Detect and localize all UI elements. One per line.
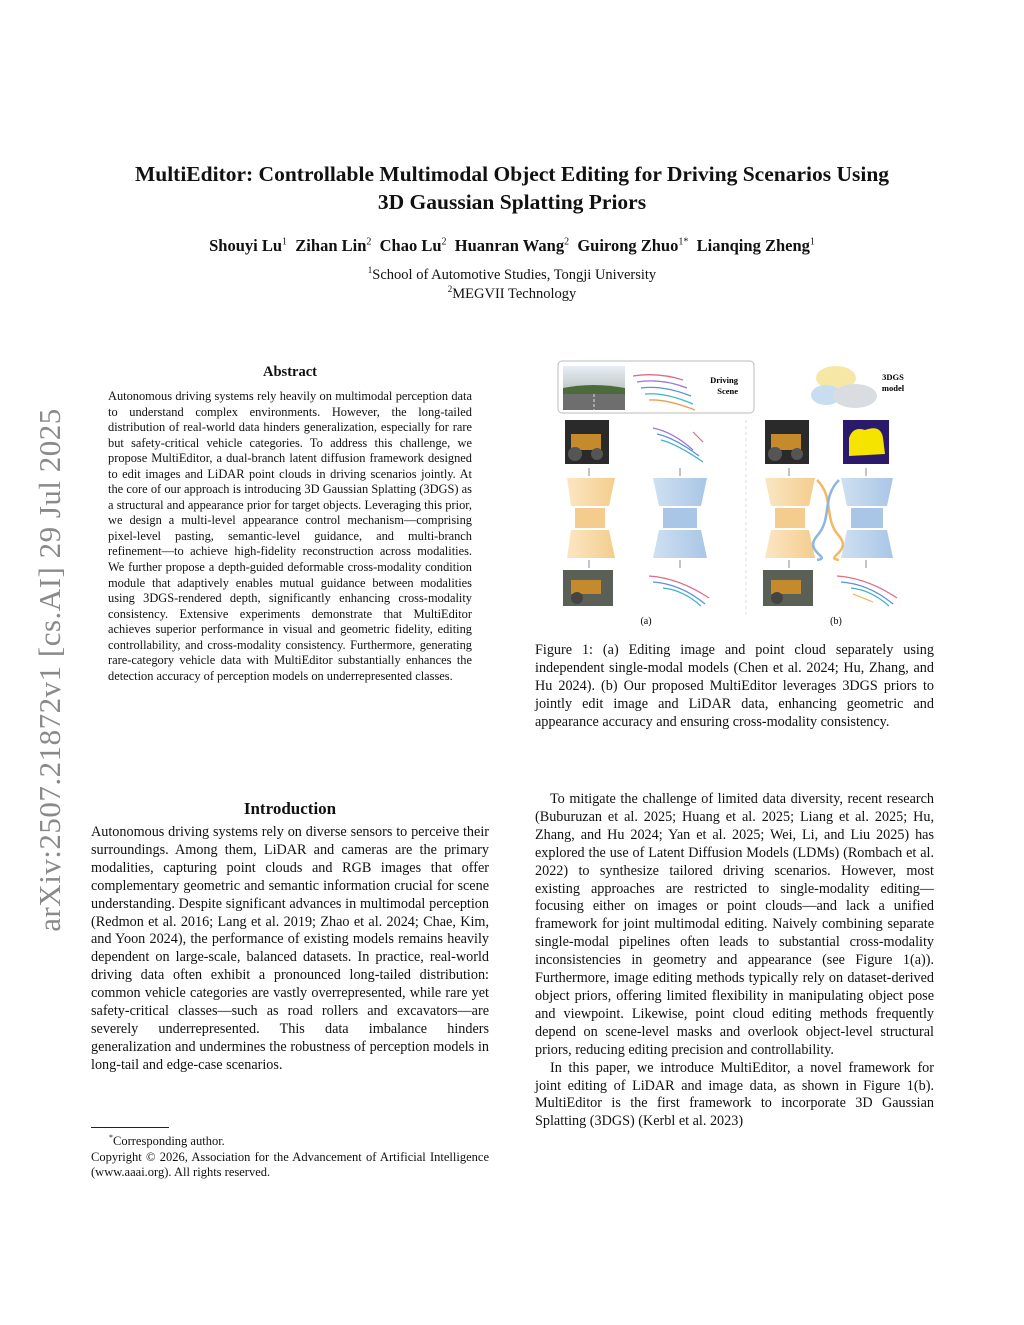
image-decoder-b <box>765 530 815 558</box>
paragraph: To mitigate the challenge of limited data diversity, recent research (Buburuzan et al. 2025; Huang et al. 2025; Liang et al. 2025; Hu, Zhang, and Hu 2024; Yan et al. 2025; Wei, Li, and Liu 2025) has explored the use of Latent Diffusion Models (LDMs) (Rombach et al. 2022) to synthesize tailored driving scenarios. However, most existing approaches are restricted to single-modality editing—focusing either on images or point clouds—and lack a unified framework for joint multimodal editing. Naively combining separate single-modal pipelines often leads to substantial cross-modality inconsistencies in geometry and appearance (see Figure 1(a)). Furthermore, image editing methods typically rely on dataset-derived object priors, offering limited flexibility in manipulating object pose and viewpoint. Likewise, point cloud editing methods frequently depend on scene-level masks and overlook object-level structural priors, reducing editing precision and controllability. <box>535 791 934 1058</box>
author: Huanran Wang$^2$ <box>454 236 570 255</box>
lidar-decoder-b <box>841 530 893 558</box>
author: Lianqing Zheng$^1$ <box>696 236 815 255</box>
lidar-input-a <box>653 428 703 462</box>
author: Shouyi Lu$^1$ <box>209 236 288 255</box>
author: Zihan Lin$^2$ <box>295 236 372 255</box>
edited-lidar-a <box>649 576 709 606</box>
driving-scene-label: Driving Scene <box>710 375 738 396</box>
image-decoder-a <box>567 530 615 558</box>
author-list <box>80 236 944 256</box>
title-line-2: 3D Gaussian Splatting Priors <box>377 190 647 214</box>
arxiv-stamp <box>30 380 70 960</box>
cross-modality-link <box>813 480 843 560</box>
image-encoder-b <box>765 478 815 506</box>
lidar-encoder-b <box>841 478 893 506</box>
3dgs-blob-gray <box>833 384 877 408</box>
affiliation-2: $^2$MEGVII Technology <box>447 284 577 302</box>
image-bottleneck-a <box>575 508 605 528</box>
3dgs-model-label: 3DGS model <box>881 372 905 393</box>
lidar-bottleneck-b <box>851 508 883 528</box>
label-a: (a) <box>640 616 652 627</box>
figure-1-caption: Figure 1: (a) Editing image and point cloud separately using independent single-modal models (Chen et al. 2024; Hu, Zhang, and Hu 2024). (b) Our proposed MultiEditor leverages 3DGS priors to jointly edit image and LiDAR data, enhancing geometric and appearance accuracy and ensuring cross-modality consistency. <box>535 642 934 730</box>
image-encoder-a <box>567 478 615 506</box>
footnote <box>91 1130 489 1181</box>
footnote-corresponding: *Corresponding author. <box>109 1133 225 1149</box>
title-line-1: MultiEditor: Controllable Multimodal Object Editing for Driving Scenarios Using <box>134 162 890 186</box>
lidar-encoder-a <box>653 478 707 506</box>
paper-title <box>80 160 944 216</box>
figure-1-diagram <box>553 358 939 633</box>
edited-lidar-b <box>837 576 897 606</box>
label-b: (b) <box>830 616 842 627</box>
figure-1 <box>553 358 939 633</box>
arxiv-stamp-text: arXiv:2507.21872v1 [cs.AI] 29 Jul 2025 <box>32 408 67 932</box>
image-bottleneck-b <box>775 508 805 528</box>
footnote-rule <box>91 1127 169 1128</box>
copyright-notice: Copyright © 2026, Association for the Advancement of Artificial Intelligence (www.aaai.org). All rights reserved. <box>91 1149 489 1180</box>
paragraph: In this paper, we introduce MultiEditor, a novel framework for joint editing of LiDAR and image data, as shown in Figure 1(b). MultiEditor is the first framework to incorporate 3D Gaussian Splatting (3DGS) (Kerbl et al. 2023) <box>535 1059 934 1130</box>
right-column-text <box>535 791 934 1131</box>
affiliation-1: $^1$School of Automotive Studies, Tongji University <box>367 265 657 283</box>
author: Guirong Zhuo$^{1*}$ <box>577 236 689 255</box>
lidar-bottleneck-a <box>663 508 697 528</box>
introduction-body: Autonomous driving systems rely on diverse sensors to perceive their surroundings. Among them, LiDAR and cameras are the primary modalities, capturing point clouds and RGB images that offer complementary geometric and semantic information crucial for scene understanding. Despite significant advances in multimodal perception (Redmon et al. 2016; Lang et al. 2019; Zhao et al. 2024; Chae, Kim, and Yoon 2024), the performance of existing models remains heavily dependent on large-scale, balanced datasets. In practice, real-world driving data often exhibit a pronounced long-tailed distribution: common vehicle categories are vastly overrepresented, while rare yet safety-critical classes—such as road rollers and excavators—are severely underrepresented. This data imbalance hinders generalization and undermines the robustness of perception models in long-tail and edge-case scenarios. <box>91 824 489 1073</box>
author: Chao Lu$^2$ <box>379 236 447 255</box>
introduction-heading: Introduction <box>243 799 337 818</box>
abstract-body: Autonomous driving systems rely heavily on multimodal perception data to understand complex environments. However, the long-tailed distribution of real-world data hinders generalization, especially for rare but safety-critical vehicle categories. To address this challenge, we propose MultiEditor, a dual-branch latent diffusion framework designed to edit images and LiDAR point clouds in driving scenarios jointly. At the core of our approach is introducing 3D Gaussian Splatting (3DGS) as a structural and appearance prior for target objects. Leveraging this prior, we design a multi-level appearance control mechanism—comprising pixel-level pasting, semantic-level guidance, and multi-branch refinement—to achieve high-fidelity reconstruction across modalities. We further propose a depth-guided deformable cross-modality condition module that adaptively enables mutual guidance between modalities using 3DGS-rendered depth, significantly enhancing cross-modality consistency. Extensive experiments demonstrate that MultiEditor achieves superior performance in visual and geometric fidelity, editing controllability, and cross-modality consistency. Furthermore, generating rare-category vehicle data with MultiEditor substantially enhances the detection accuracy of perception models on underrepresented classes. <box>108 389 472 683</box>
abstract-heading: Abstract <box>263 364 317 380</box>
lidar-decoder-a <box>653 530 707 558</box>
